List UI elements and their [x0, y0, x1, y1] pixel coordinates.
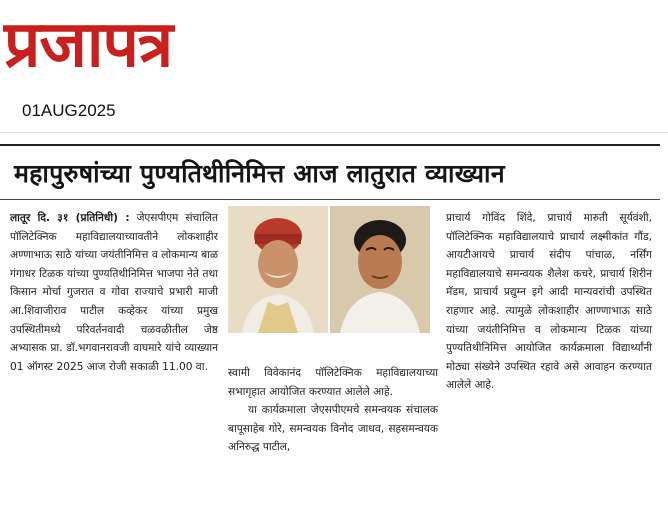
article-column-3 [446, 209, 652, 395]
article-headline: महापुरुषांच्या पुण्यतिथीनिमित्त आज लातुरात व्याख्यान [14, 159, 505, 188]
portrait-lokmanya-tilak-icon [228, 206, 328, 333]
newspaper-masthead: प्रजापत्र [4, 8, 173, 82]
portrait-annabhau-sathe-icon [330, 206, 430, 333]
article-column-1 [10, 209, 218, 376]
photo-lokmanya-tilak [228, 206, 328, 333]
article-body-col3: प्राचार्य गोविंद शिंदे, प्राचार्य मारुती सूर्यवंशी, पॉलिटेक्निक महाविद्यालयाचे प्राचार्य लक्ष्मीकांत गौंड, आयटीआयचे प्राचार्य संदीप पांचाळ, नर्सिंग महाविद्यालयाचे समन्वयक शैलेश कचरे, प्राचार्य शिरीन मॅडम, प्राचार्य प्रद्युम्न इगे आदी मान्यवरांची उपस्थित राहणार आहे. त्यामुळे लोकशाहीर आण्णाभाऊ साठे यांच्या जयंतीनिमित्त व लोकमान्य टिळक यांच्या पुण्यतिथीनिमित्त आयोजित कार्यक्रमाला विद्यार्थ्यांनी मोठ्या संख्येने उपस्थित रहावे असे आवाहन करण्यात आलेले आहे. [446, 212, 652, 392]
separator-rule [0, 132, 668, 133]
article-body-col2b: या कार्यक्रमाला जेएसपीएमचे समन्वयक संचालक बापूसाहेब गोरे, समन्वयक विनोद जाधव, सहसमन्वयक अनिरुद्ध पाटील, [228, 404, 438, 454]
article-column-2 [228, 364, 438, 457]
article-body-col2: स्वामी विवेकानंद पॉलिटेक्निक महाविद्यालयाच्या सभागृहात आयोजित करण्यात आलेले आहे. [228, 367, 438, 398]
photo-annabhau-sathe [330, 206, 430, 333]
article-body-col1: जेएसपीएम संचालित पॉलिटेक्निक महाविद्यालयाच्यावतीने लोकशाहीर अण्णाभाऊ साठे यांच्या जयंतीनिमित्त व लोकमान्य बाळ गंगाधर टिळक यांच्या पुण्यतिथीनिमित्त भाजपा नेते तथा किसान मोर्चा गुजरात व गोवा राज्याचे प्रभारी माजी आ.शिवाजीराव पाटील कव्हेकर यांच्या प्रमुख उपस्थितीमध्ये परिवर्तनवादी चळवळीतील जेष्ठ अभ्यासक प्रा. डॉ.भगवानरावजी वाघमारे यांचे व्याख्यान 01 ऑगस्ट 2025 आज रोजी सकाळी 11.00 वा. [10, 212, 218, 373]
article-dateline: लातूर दि. ३१ (प्रतिनिधी) : [10, 212, 130, 224]
headline-divider [0, 199, 660, 200]
publication-date: 01AUG2025 [22, 101, 116, 120]
